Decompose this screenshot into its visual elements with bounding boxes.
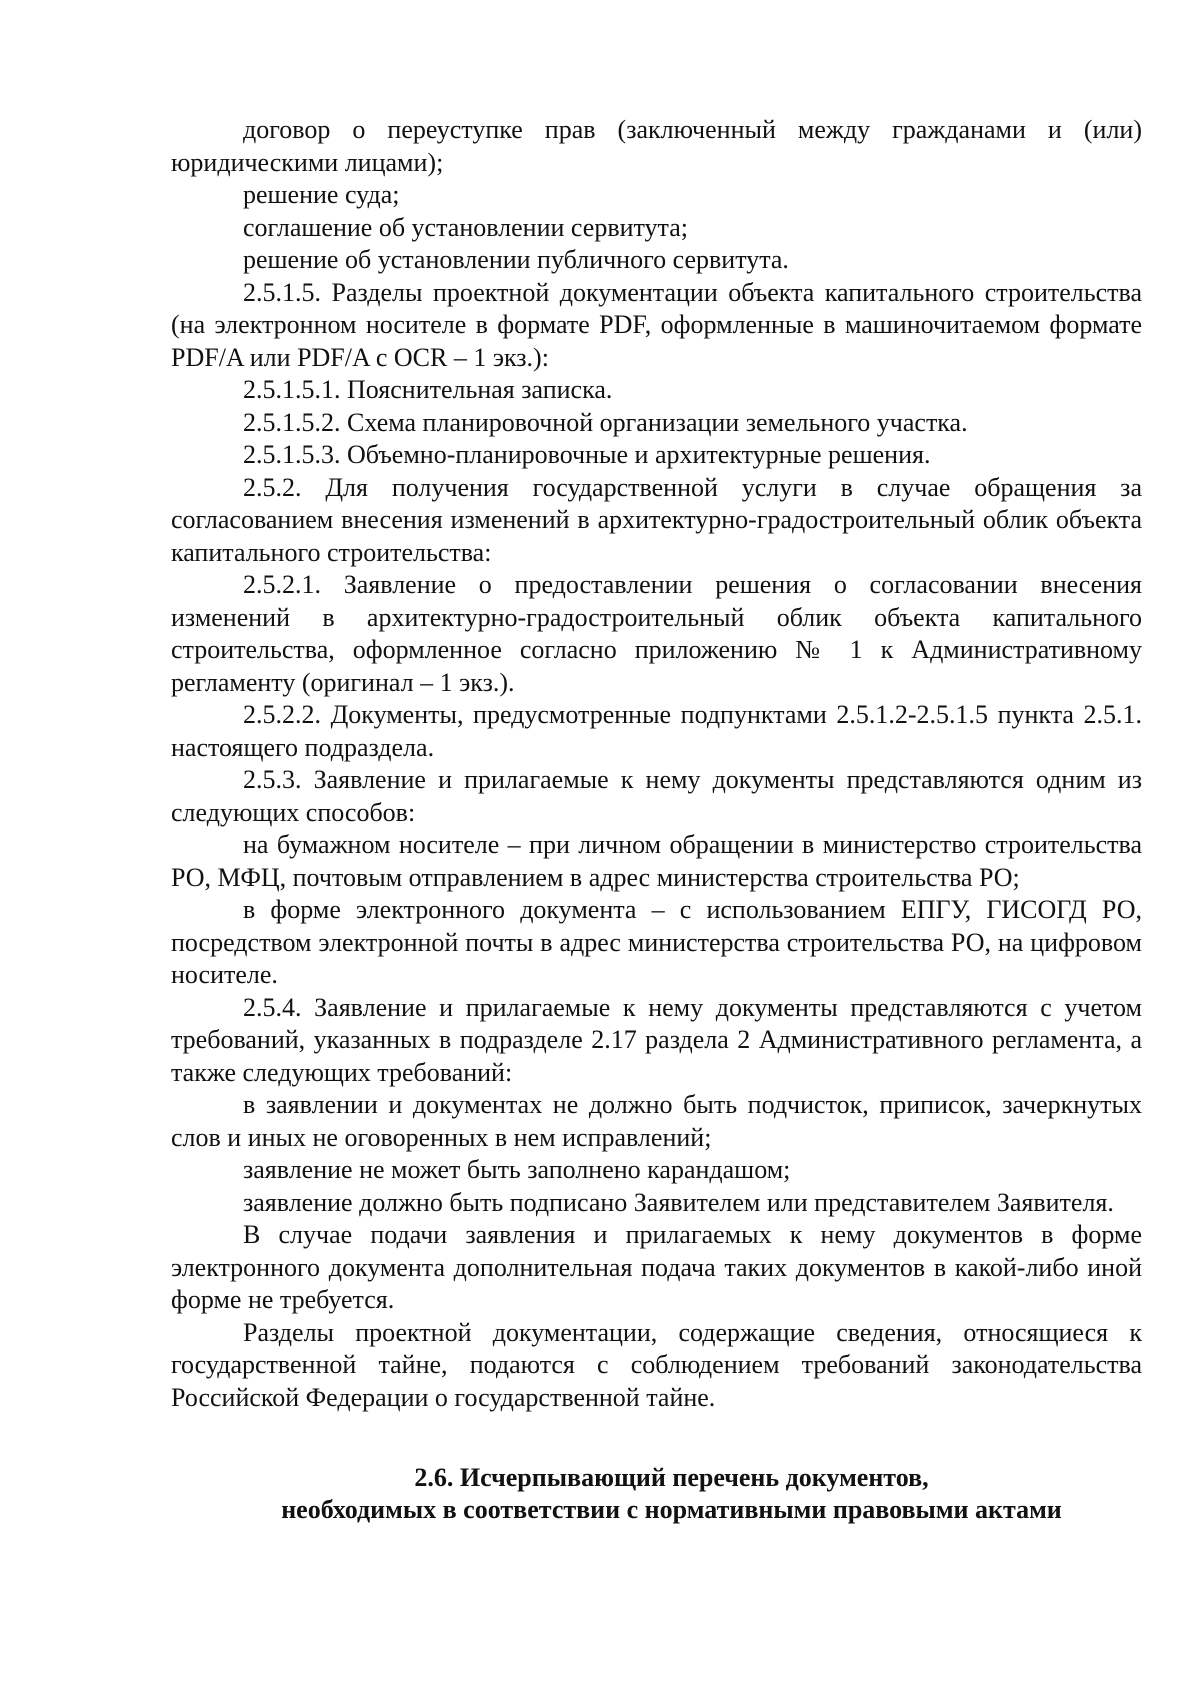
paragraph-2: решение суда; — [243, 180, 400, 209]
paragraph-9: 2.5.2. Для получения государственной услуги в случае обращения за согласованием внесения изменений в архитектурно-градостроительный облик объекта капитального строительства: — [171, 472, 1142, 567]
paragraph-11: 2.5.2.2. Документы, предусмотренные подпунктами 2.5.1.2-2.5.1.5 пункта 2.5.1. настоящего подраздела. — [171, 700, 1142, 762]
paragraph-6: 2.5.1.5.1. Пояснительная записка. — [243, 375, 613, 404]
paragraph-15: 2.5.4. Заявление и прилагаемые к нему документы представляются с учетом требований, указанных в подразделе 2.17 раздела 2 Административного регламента, а также следующих требований: — [171, 992, 1142, 1087]
paragraph-18: заявление должно быть подписано Заявителем или представителем Заявителя. — [243, 1187, 1114, 1217]
paragraph-5: 2.5.1.5. Разделы проектной документации объекта капитального строительства (на электронном носителе в формате PDF, оформленные в машиночитаемом формате PDF/A или PDF/A с OCR – 1 экз.): — [171, 277, 1142, 372]
paragraph-12: 2.5.3. Заявление и прилагаемые к нему документы представляются одним из следующих способов: — [171, 765, 1142, 827]
paragraph-10: 2.5.2.1. Заявление о предоставлении решения о согласовании внесения изменений в архитектурно-градостроительный облик объекта капитального строительства, оформленное согласно приложению № 1 к Административному регламенту (оригинал – 1 экз.). — [171, 570, 1142, 697]
section-heading-line-1: 2.6. Исчерпывающий перечень документов, — [414, 1463, 929, 1492]
paragraph-7: 2.5.1.5.2. Схема планировочной организации земельного участка. — [243, 407, 968, 437]
paragraph-19: В случае подачи заявления и прилагаемых к нему документов в форме электронного документа дополнительная подача таких документов в какой-либо иной форме не требуется. — [171, 1220, 1142, 1314]
section-heading — [171, 1462, 1142, 1526]
paragraph-16: в заявлении и документах не должно быть подчисток, приписок, зачеркнутых слов и иных не оговоренных в нем исправлений; — [171, 1090, 1142, 1152]
paragraph-20: Разделы проектной документации, содержащие сведения, относящиеся к государственной тайне, подаются с соблюдением требований законодательства Российской Федерации о государственной тайне. — [171, 1317, 1142, 1412]
paragraph-13: на бумажном носителе – при личном обращении в министерство строительства РО, МФЦ, почтовым отправлением в адрес министерства строительства РО; — [171, 830, 1142, 892]
paragraph-1: договор о переуступке прав (заключенный между гражданами и (или) юридическими лицами); — [171, 115, 1142, 177]
paragraph-3: соглашение об установлении сервитута; — [243, 212, 688, 242]
paragraph-14: в форме электронного документа – с использованием ЕПГУ, ГИСОГД РО, посредством электронной почты в адрес министерства строительства РО, на цифровом носителе. — [171, 895, 1142, 989]
section-heading-line-2: необходимых в соответствии с нормативными правовыми актами — [281, 1495, 1062, 1524]
paragraph-4: решение об установлении публичного сервитута. — [243, 245, 789, 274]
paragraph-8: 2.5.1.5.3. Объемно-планировочные и архитектурные решения. — [243, 440, 931, 469]
paragraph-17: заявление не может быть заполнено карандашом; — [243, 1155, 791, 1184]
